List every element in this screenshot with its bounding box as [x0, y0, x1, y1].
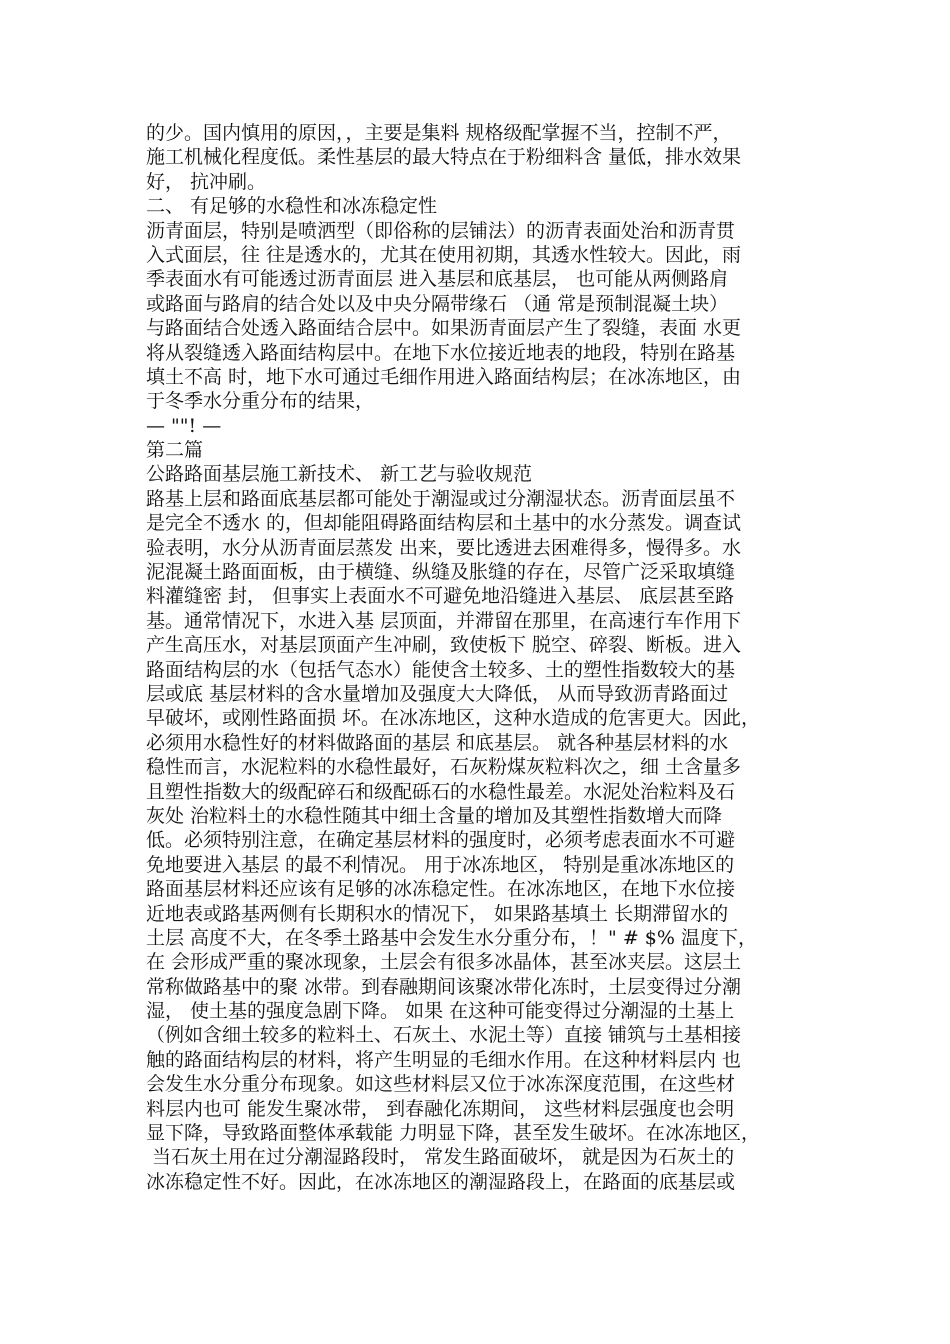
text-line: 路基上层和路面底基层都可能处于潮湿或过分潮湿状态。沥青面层虽不	[146, 487, 736, 510]
text-line: 是完全不透水 的，但却能阻碍路面结构层和土基中的水分蒸发。调查试	[146, 512, 742, 535]
text-line: — ""! —	[146, 414, 222, 437]
text-line: 的少。国内慎用的原因，，主要是集料 规格级配掌握不当，控制不严，	[146, 122, 732, 144]
text-line: 验表明，水分从沥青面层蒸发 出来，要比透进去困难得多，慢得多。水	[146, 536, 742, 559]
text-line: 或路面与路肩的结合处以及中央分隔带缘石 （通 常是预制混凝土块）	[146, 292, 729, 315]
text-line: 季表面水有可能透过沥青面层 进入基层和底基层， 也可能从两侧路肩	[146, 268, 729, 291]
text-line: 沥青面层，特别是喷洒型（即俗称的层铺法）的沥青表面处治和沥青贯	[146, 219, 736, 242]
text-line: 近地表或路基两侧有长期积水的情况下， 如果路基填土 长期滞留水的	[146, 902, 729, 925]
text-line: （例如含细土较多的粒料土、石灰土、水泥土等）直接 铺筑与土基相接	[146, 1024, 742, 1047]
text-line: 层或底 基层材料的含水量增加及强度大大降低， 从而导致沥青路面过	[146, 682, 729, 705]
text-line: 低。必须特别注意，在确定基层材料的强度时，必须考虑表面水不可避	[146, 829, 736, 852]
text-line: 好， 抗冲刷。	[146, 170, 267, 193]
text-line: 稳性而言，水泥粒料的水稳性最好，石灰粉煤灰粒料次之，细 土含量多	[146, 756, 742, 779]
document-page	[146, 121, 818, 1194]
text-line: 且塑性指数大的级配碎石和级配砾石的水稳性最差。水泥处治粒料及石	[146, 780, 736, 803]
text-line: 公路路面基层施工新技术、 新工艺与验收规范	[146, 463, 533, 486]
text-line: 冰冻稳定性不好。因此，在冰冻地区的潮湿路段上，在路面的底基层或	[146, 1170, 736, 1193]
text-line: 常称做路基中的聚 冰带。到春融期间该聚冰带化冻时，土层变得过分潮	[146, 975, 742, 998]
text-line: 施工机械化程度低。柔性基层的最大特点在于粉细料含 量低，排水效果	[146, 146, 742, 169]
text-line: 湿， 使土基的强度急剧下降。 如果 在这种可能变得过分潮湿的土基上	[146, 1000, 735, 1023]
text-line: 入式面层，往 往是透水的，尤其在使用初期，其透水性较大。因此，雨	[146, 243, 742, 266]
text-line: 早破坏，或刚性路面损 坏。在冰冻地区，这种水造成的危害更大。因此，	[146, 707, 761, 730]
text-line: 泥混凝土路面面板，由于横缝、纵缝及胀缝的存在，尽管广泛采取填缝	[146, 561, 736, 584]
text-line: 路面基层材料还应该有足够的冰冻稳定性。在冰冻地区，在地下水位接	[146, 878, 736, 901]
text-line: 路面结构层的水（包括气态水）能使含土较多、土的塑性指数较大的基	[146, 658, 736, 681]
text-line: 于冬季水分重分布的结果，	[146, 390, 375, 413]
text-line: 显下降，导致路面整体承载能 力明显下降，甚至发生破坏。在冰冻地区，	[146, 1122, 761, 1145]
text-line: 与路面结合处透入路面结合层中。如果沥青面层产生了裂缝，表面 水更	[146, 317, 742, 340]
text-line: 将从裂缝透入路面结构层中。在地下水位接近地表的地段，特别在路基	[146, 341, 736, 364]
text-line: 基。通常情况下，水进入基 层顶面，并滞留在那里，在高速行车作用下	[146, 609, 742, 632]
text-line: 免地要进入基层 的最不利情况。 用于冰冻地区， 特别是重冰冻地区的	[146, 853, 735, 876]
text-line: 触的路面结构层的材料，将产生明显的毛细水作用。在这种材料层内 也	[146, 1048, 742, 1071]
text-line: 灰处 治粒料土的水稳性随其中细土含量的增加及其塑性指数增大而降	[146, 804, 723, 827]
text-line: 土层 高度不大，在冬季土路基中会发生水分重分布，！" # $% 温度下，	[146, 926, 757, 949]
text-line: 料层内也可 能发生聚冰带， 到春融化冻期间， 这些材料层强度也会明	[146, 1097, 735, 1120]
text-line: 产生高压水，对基层顶面产生冲刷，致使板下 脱空、碎裂、断板。进入	[146, 634, 742, 657]
text-line: 料灌缝密 封， 但事实上表面水不可避免地沿缝进入基层、 底层甚至路	[146, 585, 735, 608]
text-line: 填土不高 时，地下水可通过毛细作用进入路面结构层；在冰冻地区，由	[146, 365, 742, 388]
text-line: 当石灰土用在过分潮湿路段时， 常发生路面破坏， 就是因为石灰土的	[146, 1146, 735, 1169]
text-line: 必须用水稳性好的材料做路面的基层 和底基层。 就各种基层材料的水	[146, 731, 729, 754]
text-line: 会发生水分重分布现象。如这些材料层又位于冰冻深度范围，在这些材	[146, 1073, 736, 1096]
text-line: 二、 有足够的水稳性和冰冻稳定性	[146, 195, 438, 218]
text-line: 在 会形成严重的聚冰现象，土层会有很多冰晶体，甚至冰夹层。这层土	[146, 951, 742, 974]
text-line: 第二篇	[146, 439, 204, 462]
